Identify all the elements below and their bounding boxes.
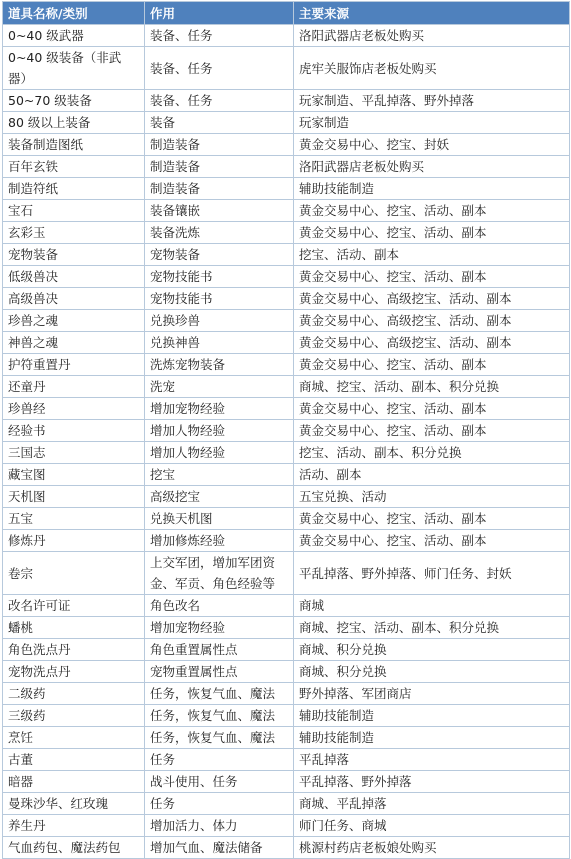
cell-item-name: 暗器 <box>3 771 145 793</box>
table-row <box>3 639 570 661</box>
cell-function: 增加宠物经验 <box>145 398 294 420</box>
table-row <box>3 617 570 639</box>
cell-item-name: 修炼丹 <box>3 530 145 552</box>
table-body <box>3 25 570 859</box>
cell-main-source: 商城 <box>294 595 570 617</box>
cell-function: 上交军团，增加军团资金、军贡、角色经验等 <box>145 552 294 595</box>
cell-main-source: 玩家制造 <box>294 112 570 134</box>
table-row <box>3 749 570 771</box>
cell-function: 任务，恢复气血、魔法 <box>145 705 294 727</box>
cell-function: 增加活力、体力 <box>145 815 294 837</box>
cell-function: 宠物技能书 <box>145 288 294 310</box>
table-row <box>3 156 570 178</box>
cell-item-name: 二级药 <box>3 683 145 705</box>
table-row <box>3 134 570 156</box>
cell-function: 挖宝 <box>145 464 294 486</box>
cell-function: 装备、任务 <box>145 90 294 112</box>
table-row <box>3 47 570 90</box>
cell-main-source: 平乱掉落 <box>294 749 570 771</box>
table-row <box>3 486 570 508</box>
cell-function: 兑换神兽 <box>145 332 294 354</box>
header-function: 作用 <box>145 2 294 25</box>
cell-function: 装备、任务 <box>145 25 294 47</box>
cell-function: 装备、任务 <box>145 47 294 90</box>
cell-item-name: 高级兽决 <box>3 288 145 310</box>
cell-item-name: 装备制造图纸 <box>3 134 145 156</box>
cell-item-name: 气血药包、魔法药包 <box>3 837 145 859</box>
cell-item-name: 养生丹 <box>3 815 145 837</box>
table-row <box>3 266 570 288</box>
cell-function: 任务 <box>145 749 294 771</box>
cell-main-source: 商城、积分兑换 <box>294 661 570 683</box>
table-row <box>3 288 570 310</box>
cell-function: 洗炼宠物装备 <box>145 354 294 376</box>
table-row <box>3 442 570 464</box>
cell-main-source: 黄金交易中心、挖宝、封妖 <box>294 134 570 156</box>
cell-item-name: 天机图 <box>3 486 145 508</box>
cell-item-name: 玄彩玉 <box>3 222 145 244</box>
table-row <box>3 464 570 486</box>
cell-main-source: 洛阳武器店老板处购买 <box>294 25 570 47</box>
cell-main-source: 平乱掉落、野外掉落 <box>294 771 570 793</box>
cell-main-source: 野外掉落、军团商店 <box>294 683 570 705</box>
cell-main-source: 黄金交易中心、挖宝、活动、副本 <box>294 266 570 288</box>
table-row <box>3 25 570 47</box>
cell-main-source: 活动、副本 <box>294 464 570 486</box>
table-row <box>3 332 570 354</box>
cell-main-source: 黄金交易中心、挖宝、活动、副本 <box>294 530 570 552</box>
cell-main-source: 挖宝、活动、副本、积分兑换 <box>294 442 570 464</box>
table-row <box>3 354 570 376</box>
cell-function: 洗宠 <box>145 376 294 398</box>
cell-item-name: 角色洗点丹 <box>3 639 145 661</box>
cell-item-name: 50~70 级装备 <box>3 90 145 112</box>
cell-item-name: 宠物装备 <box>3 244 145 266</box>
cell-item-name: 改名许可证 <box>3 595 145 617</box>
cell-function: 兑换天机图 <box>145 508 294 530</box>
cell-item-name: 制造符纸 <box>3 178 145 200</box>
table-row <box>3 112 570 134</box>
item-source-table <box>2 1 570 859</box>
cell-function: 增加人物经验 <box>145 420 294 442</box>
cell-item-name: 宝石 <box>3 200 145 222</box>
cell-main-source: 商城、挖宝、活动、副本、积分兑换 <box>294 617 570 639</box>
table-row <box>3 595 570 617</box>
cell-main-source: 挖宝、活动、副本 <box>294 244 570 266</box>
table-row <box>3 376 570 398</box>
cell-item-name: 烹饪 <box>3 727 145 749</box>
table-row <box>3 837 570 859</box>
cell-item-name: 藏宝图 <box>3 464 145 486</box>
cell-main-source: 黄金交易中心、高级挖宝、活动、副本 <box>294 310 570 332</box>
cell-function: 角色改名 <box>145 595 294 617</box>
cell-function: 制造装备 <box>145 134 294 156</box>
cell-item-name: 0~40 级装备（非武器） <box>3 47 145 90</box>
table-row <box>3 661 570 683</box>
cell-function: 战斗使用、任务 <box>145 771 294 793</box>
table-row <box>3 420 570 442</box>
cell-main-source: 商城、平乱掉落 <box>294 793 570 815</box>
table-row <box>3 200 570 222</box>
cell-main-source: 洛阳武器店老板处购买 <box>294 156 570 178</box>
cell-function: 装备洗炼 <box>145 222 294 244</box>
cell-item-name: 百年玄铁 <box>3 156 145 178</box>
cell-function: 增加人物经验 <box>145 442 294 464</box>
cell-main-source: 辅助技能制造 <box>294 178 570 200</box>
table-row <box>3 530 570 552</box>
cell-item-name: 三级药 <box>3 705 145 727</box>
cell-item-name: 卷宗 <box>3 552 145 595</box>
table-row <box>3 705 570 727</box>
cell-main-source: 师门任务、商城 <box>294 815 570 837</box>
cell-main-source: 玩家制造、平乱掉落、野外掉落 <box>294 90 570 112</box>
table-row <box>3 815 570 837</box>
cell-main-source: 桃源村药店老板娘处购买 <box>294 837 570 859</box>
cell-function: 兑换珍兽 <box>145 310 294 332</box>
cell-main-source: 黄金交易中心、高级挖宝、活动、副本 <box>294 332 570 354</box>
table-row <box>3 683 570 705</box>
cell-main-source: 虎牢关服饰店老板处购买 <box>294 47 570 90</box>
cell-item-name: 曼珠沙华、红玫瑰 <box>3 793 145 815</box>
cell-main-source: 辅助技能制造 <box>294 705 570 727</box>
cell-item-name: 三国志 <box>3 442 145 464</box>
cell-function: 宠物装备 <box>145 244 294 266</box>
cell-item-name: 护符重置丹 <box>3 354 145 376</box>
cell-function: 任务，恢复气血、魔法 <box>145 683 294 705</box>
cell-main-source: 辅助技能制造 <box>294 727 570 749</box>
cell-function: 任务，恢复气血、魔法 <box>145 727 294 749</box>
cell-main-source: 黄金交易中心、挖宝、活动、副本 <box>294 200 570 222</box>
table-row <box>3 398 570 420</box>
cell-item-name: 80 级以上装备 <box>3 112 145 134</box>
cell-main-source: 黄金交易中心、挖宝、活动、副本 <box>294 222 570 244</box>
cell-main-source: 平乱掉落、野外掉落、师门任务、封妖 <box>294 552 570 595</box>
table-row <box>3 244 570 266</box>
cell-item-name: 宠物洗点丹 <box>3 661 145 683</box>
cell-function: 增加宠物经验 <box>145 617 294 639</box>
table-row <box>3 793 570 815</box>
cell-function: 宠物技能书 <box>145 266 294 288</box>
cell-function: 增加气血、魔法储备 <box>145 837 294 859</box>
table-row <box>3 508 570 530</box>
cell-item-name: 五宝 <box>3 508 145 530</box>
cell-item-name: 古董 <box>3 749 145 771</box>
cell-item-name: 珍兽之魂 <box>3 310 145 332</box>
cell-function: 增加修炼经验 <box>145 530 294 552</box>
cell-main-source: 黄金交易中心、挖宝、活动、副本 <box>294 420 570 442</box>
cell-main-source: 五宝兑换、活动 <box>294 486 570 508</box>
cell-function: 宠物重置属性点 <box>145 661 294 683</box>
cell-main-source: 黄金交易中心、挖宝、活动、副本 <box>294 508 570 530</box>
table-row <box>3 222 570 244</box>
table-header-row <box>3 2 570 25</box>
cell-function: 装备镶嵌 <box>145 200 294 222</box>
cell-function: 高级挖宝 <box>145 486 294 508</box>
cell-item-name: 低级兽决 <box>3 266 145 288</box>
cell-item-name: 经验书 <box>3 420 145 442</box>
cell-item-name: 0~40 级武器 <box>3 25 145 47</box>
cell-main-source: 黄金交易中心、挖宝、活动、副本 <box>294 398 570 420</box>
cell-main-source: 商城、挖宝、活动、副本、积分兑换 <box>294 376 570 398</box>
cell-function: 任务 <box>145 793 294 815</box>
cell-item-name: 珍兽经 <box>3 398 145 420</box>
header-main-source: 主要来源 <box>294 2 570 25</box>
cell-function: 装备 <box>145 112 294 134</box>
cell-main-source: 黄金交易中心、高级挖宝、活动、副本 <box>294 288 570 310</box>
table-row <box>3 90 570 112</box>
cell-main-source: 商城、积分兑换 <box>294 639 570 661</box>
cell-function: 角色重置属性点 <box>145 639 294 661</box>
table-row <box>3 310 570 332</box>
table-row <box>3 552 570 595</box>
table-row <box>3 727 570 749</box>
header-item-name: 道具名称/类别 <box>3 2 145 25</box>
table-row <box>3 178 570 200</box>
table-row <box>3 771 570 793</box>
cell-main-source: 黄金交易中心、挖宝、活动、副本 <box>294 354 570 376</box>
item-table-container <box>2 1 569 859</box>
cell-item-name: 神兽之魂 <box>3 332 145 354</box>
cell-function: 制造装备 <box>145 156 294 178</box>
cell-item-name: 蟠桃 <box>3 617 145 639</box>
cell-item-name: 还童丹 <box>3 376 145 398</box>
cell-function: 制造装备 <box>145 178 294 200</box>
